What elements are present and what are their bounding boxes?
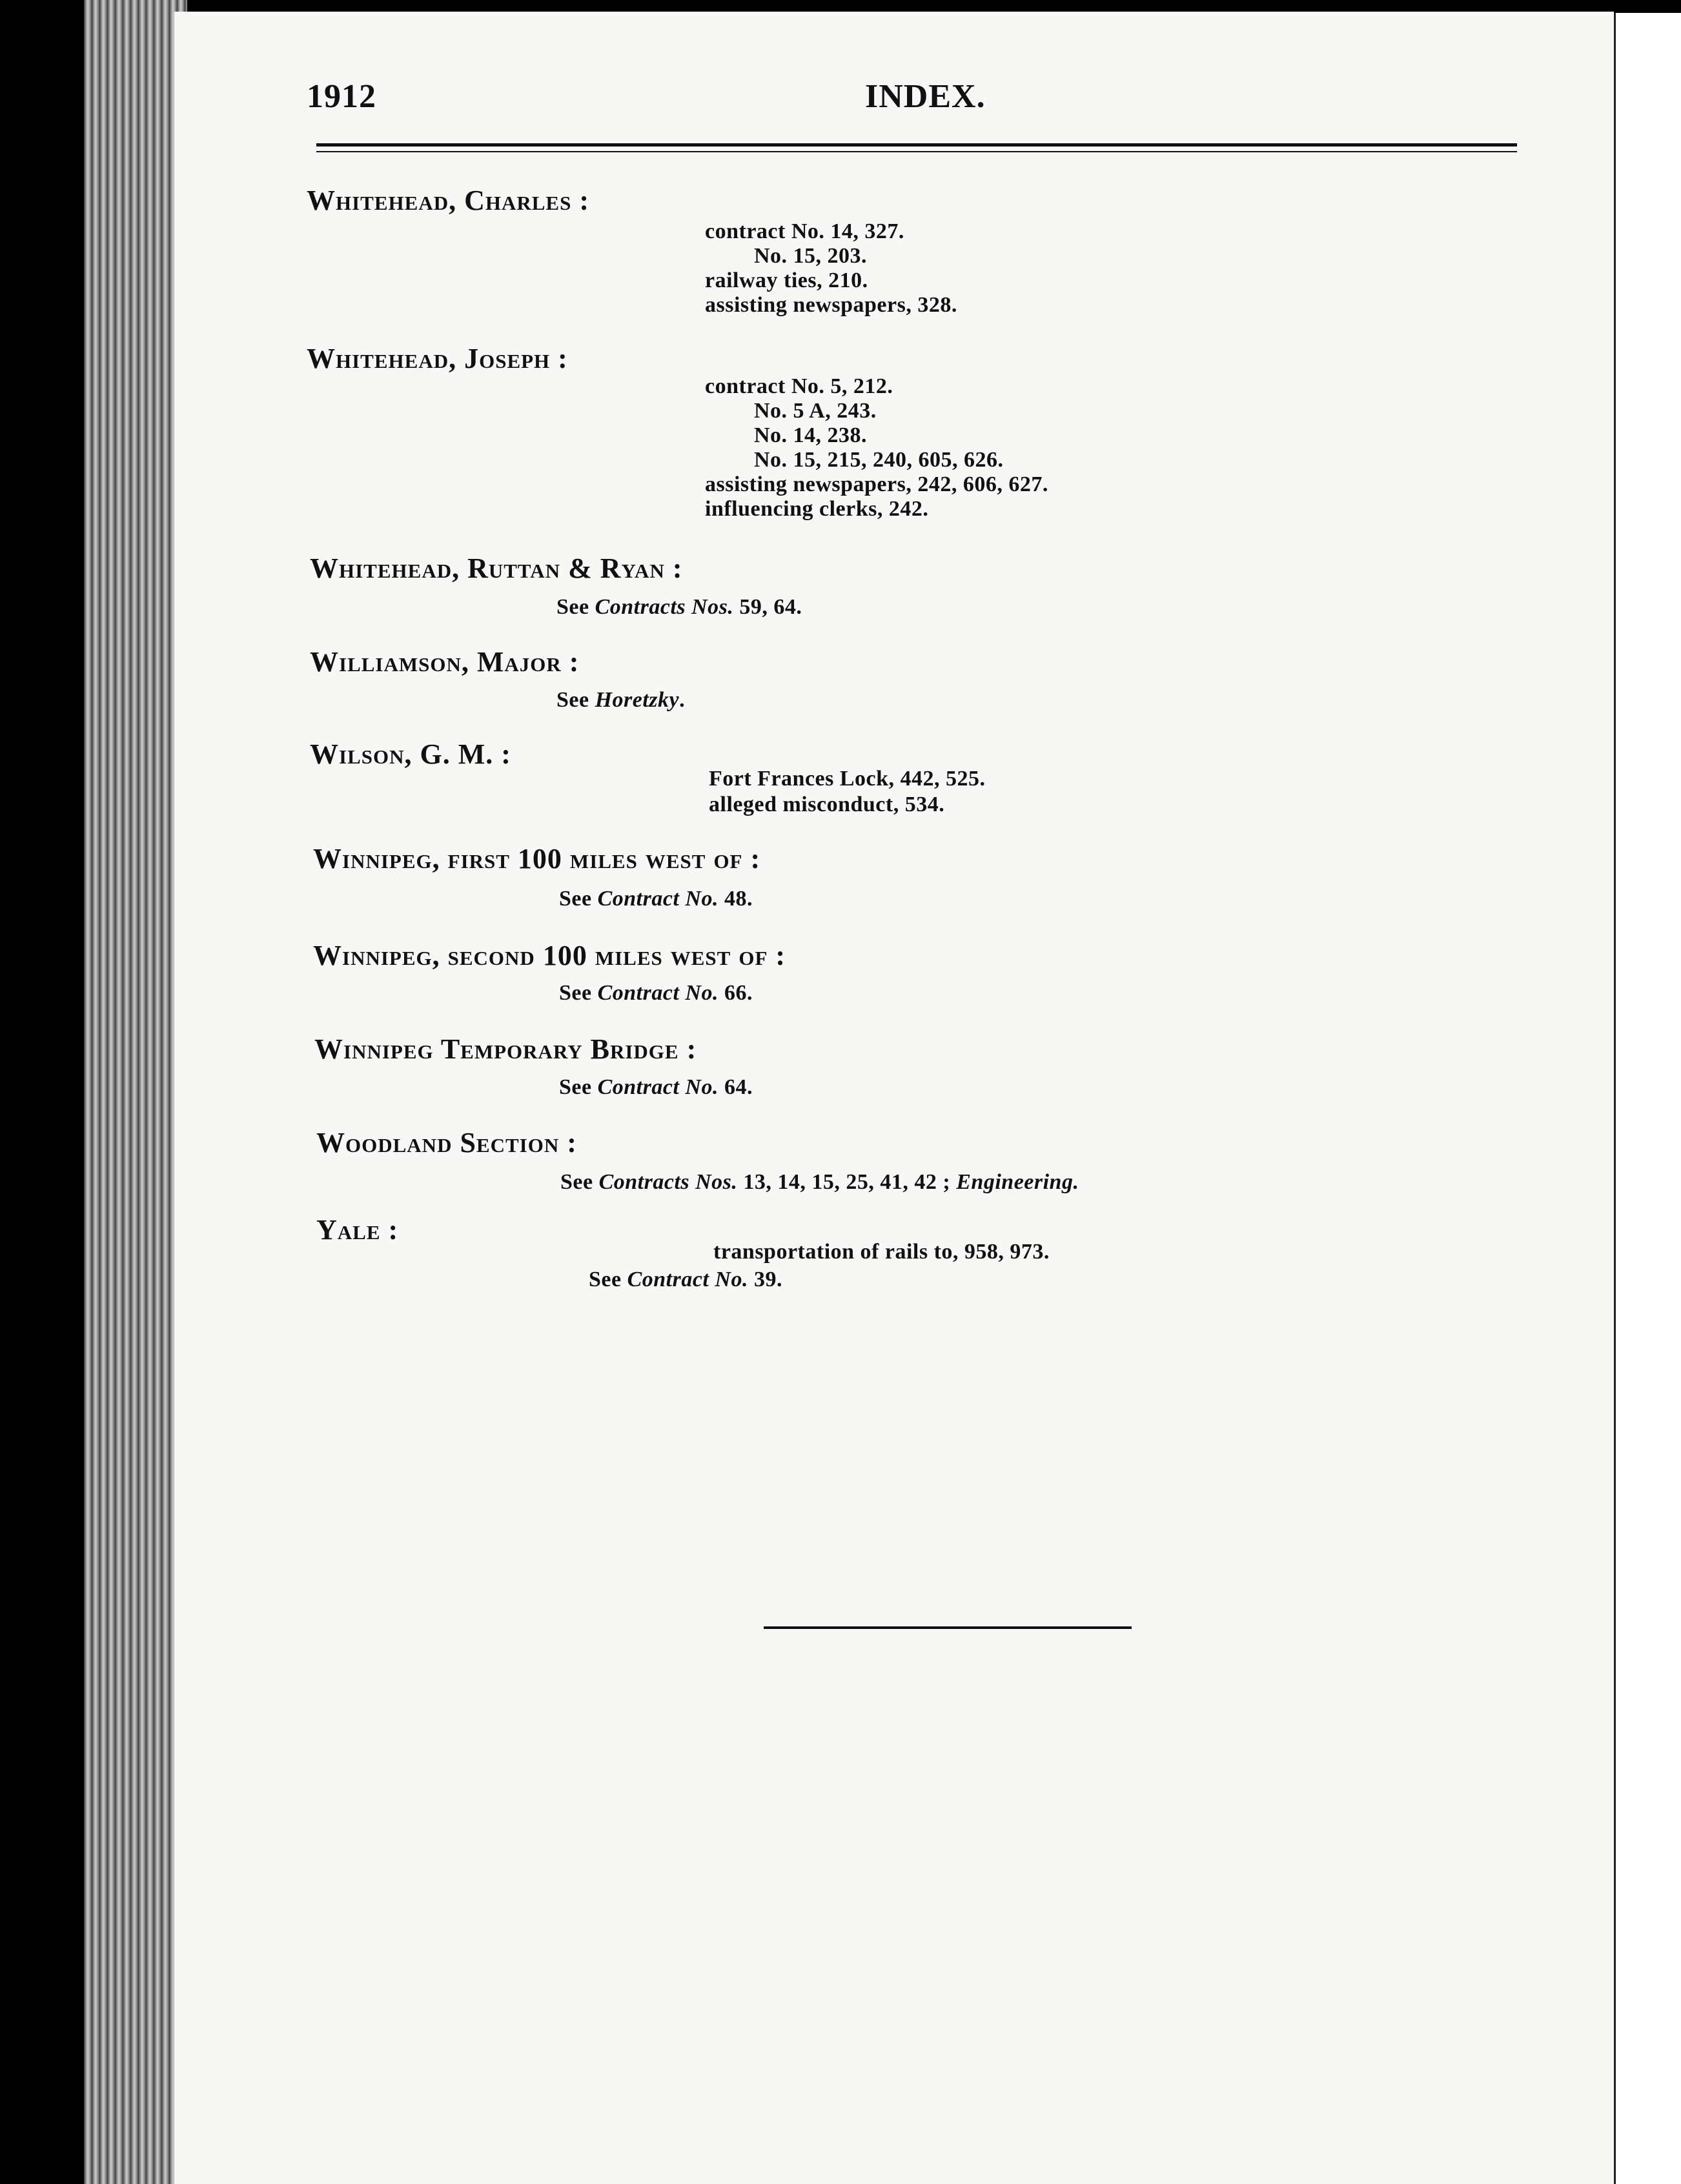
index-subentry: contract No. 14, 327. [705,219,904,243]
index-entry-name: Whitehead, Charles : [307,185,590,216]
see-rest: . [679,688,686,712]
see-reference [559,981,753,1006]
index-entry-name: Yale : [316,1214,399,1246]
page-number: 1912 [307,78,376,115]
header-rule-thin [316,151,1517,152]
document-page [174,12,1614,2184]
index-subentry: Fort Frances Lock, 442, 525. [709,767,986,791]
index-subentry: contract No. 5, 212. [705,374,893,398]
index-entry-name: Woodland Section : [316,1127,577,1158]
see-rest: 66. [718,981,753,1005]
see-reference [560,1170,1079,1195]
see-reference [589,1268,782,1292]
closing-rule [764,1626,1132,1629]
see-ref: Contract No. [597,887,718,911]
see-ref: Contract No. [597,981,718,1005]
see-reference [556,688,685,713]
see-rest: 59, 64. [733,595,802,619]
facing-page-edge [1614,13,1681,2184]
see-reference [556,595,802,620]
see-ref: Contract No. [597,1075,718,1099]
index-entry-name: Whitehead, Ruttan & Ryan : [310,552,683,584]
index-entry-name: Wilson, G. M. : [310,738,511,770]
see-ref: Horetzky [595,688,680,712]
see-rest: 39. [748,1268,782,1291]
see-rest: 13, 14, 15, 25, 41, 42 ; [737,1170,951,1194]
page-edge-leaves [84,0,187,2184]
see-label: See [559,1075,592,1099]
see-label: See [560,1170,593,1194]
see-ref: Contract No. [627,1268,748,1291]
see-ref: Contracts Nos. [598,1170,738,1194]
index-subentry: railway ties, 210. [705,268,868,292]
index-entry-name: Winnipeg, first 100 miles west of : [313,843,761,875]
index-subentry: No. 5 A, 243. [754,399,877,423]
see-rest: 64. [718,1075,753,1099]
see-ref-secondary: Engineering. [956,1170,1079,1194]
see-ref: Contracts Nos. [595,595,734,619]
page-title: INDEX. [865,78,986,115]
see-label: See [589,1268,622,1291]
see-label: See [556,595,589,619]
index-subentry: No. 15, 203. [754,244,868,268]
index-entry-name: Whitehead, Joseph : [307,343,568,374]
index-subentry: transportation of rails to, 958, 973. [713,1240,1050,1264]
index-subentry: assisting newspapers, 242, 606, 627. [705,472,1048,496]
index-entry-name: Winnipeg Temporary Bridge : [314,1033,697,1065]
index-subentry: influencing clerks, 242. [705,497,929,521]
index-entry-name: Williamson, Major : [310,646,580,678]
index-entry-name: Winnipeg, second 100 miles west of : [313,940,786,971]
see-reference [559,1075,753,1100]
see-label: See [556,688,589,712]
see-rest: 48. [718,887,753,911]
see-label: See [559,887,592,911]
header-rule [316,143,1517,147]
see-reference [559,887,753,911]
index-subentry: No. 15, 215, 240, 605, 626. [754,448,1004,472]
index-subentry: No. 14, 238. [754,423,868,447]
index-subentry: alleged misconduct, 534. [709,793,945,816]
index-subentry: assisting newspapers, 328. [705,293,957,317]
see-label: See [559,981,592,1005]
